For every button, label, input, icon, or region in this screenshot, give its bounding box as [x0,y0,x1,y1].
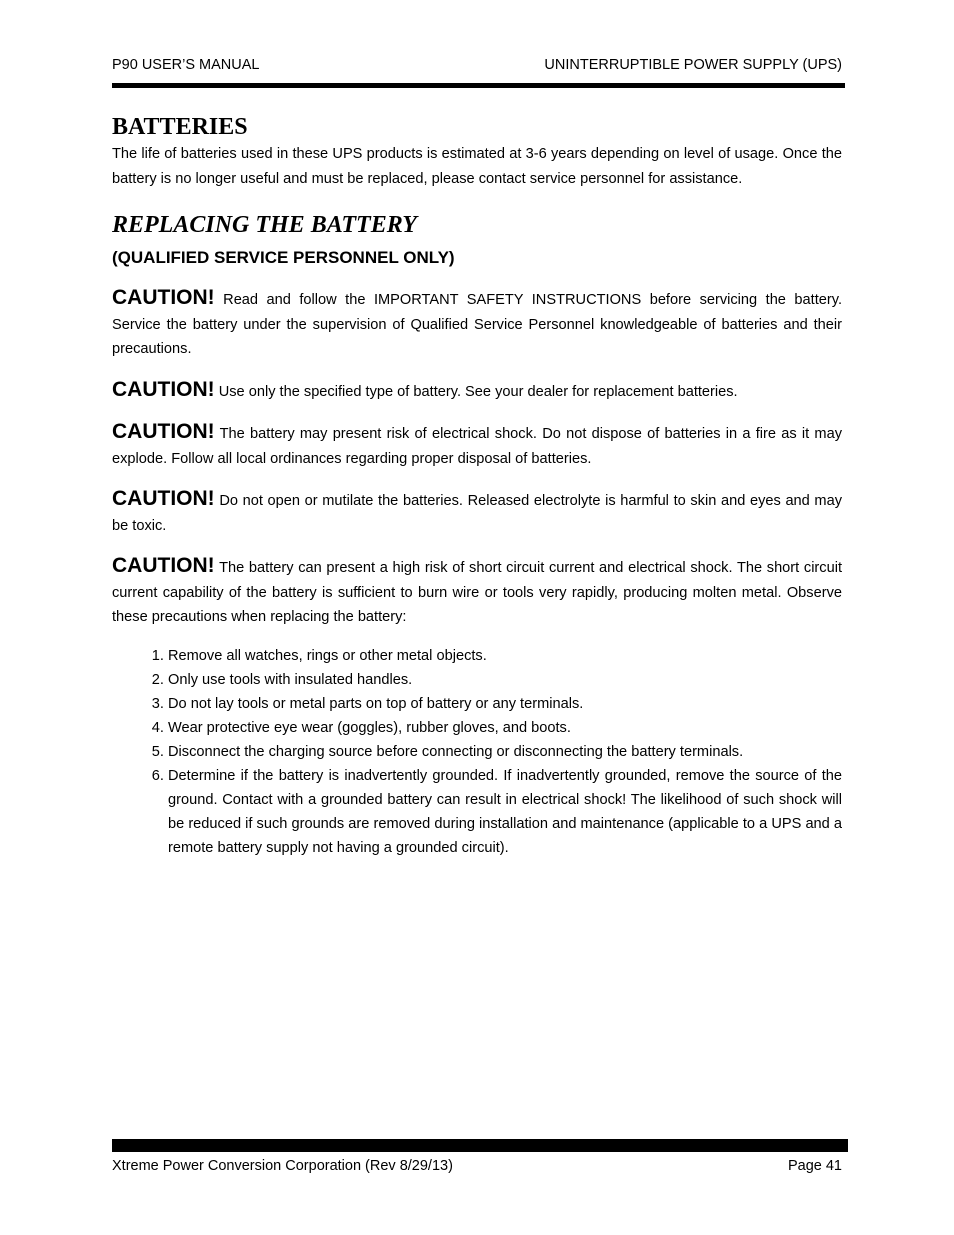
caution-paragraph [112,378,842,405]
caution-text: Read and follow the IMPORTANT SAFETY INSTRUCTIONS before servicing the battery. Service the battery under the supervision of Qualified Service Personnel knowledgeable of batteries and their precautions. [112,292,843,357]
list-item: 2. Only use tools with insulated handles. [168,668,842,692]
header-rule [112,83,845,88]
caution-text: Use only the specified type of battery. See your dealer for replacement batteries. [218,383,738,400]
caution-label: CAUTION! [112,487,215,510]
header-section-title: UNINTERRUPTIBLE POWER SUPPLY (UPS) [544,57,842,73]
caution-label: CAUTION! [112,420,215,443]
caution-paragraph [112,487,842,538]
replacing-subheading: (QUALIFIED SERVICE PERSONNEL ONLY) [112,248,455,267]
list-item: 4. Wear protective eye wear (goggles), rubber gloves, and boots. [168,716,842,740]
caution-text: The battery can present a high risk of short circuit current and electrical shock. The short circuit current capability of the battery is sufficient to burn wire or tools very rapidly, producing molten metal. Observe these precautions when replacing the battery: [112,560,843,625]
caution-paragraph [112,554,842,630]
footer-rule [112,1139,848,1152]
list-item: 6. Determine if the battery is inadvertently grounded. If inadvertently grounded, remove the source of the ground. Contact with a grounded battery can result in electrical shock! The likelihood of such shock will be reduced if such grounds are removed during installation and maintenance (applicable to a UPS and a remote battery supply not having a grounded circuit). [168,764,842,860]
header-manual-title: P90 USER’S MANUAL [112,57,260,73]
batteries-body: The life of batteries used in these UPS products is estimated at 3-6 years depending on level of usage. Once the battery is no longer useful and must be replaced, please contact service personnel for assistance. [112,146,842,187]
caution-paragraph [112,420,842,471]
batteries-heading: BATTERIES [112,114,248,140]
caution-text: Do not open or mutilate the batteries. Released electrolyte is harmful to skin and eyes and may be toxic. [112,493,843,534]
replacing-heading: REPLACING THE BATTERY [112,212,417,238]
list-item: 1. Remove all watches, rings or other metal objects. [168,644,842,668]
caution-text: The battery may present risk of electrical shock. Do not dispose of batteries in a fire as it may explode. Follow all local ordinances regarding proper disposal of batteries. [112,426,842,467]
caution-label: CAUTION! [112,554,215,577]
caution-label: CAUTION! [112,286,215,309]
list-item: 3. Do not lay tools or metal parts on top of battery or any terminals. [168,692,842,716]
list-item: 5. Disconnect the charging source before connecting or disconnecting the battery terminals. [168,740,842,764]
footer-company: Xtreme Power Conversion Corporation (Rev 8/29/13) [112,1158,453,1174]
caution-paragraph [112,286,842,362]
caution-label: CAUTION! [112,377,215,401]
page-content [112,112,842,860]
precautions-list [112,644,842,860]
page-number: Page 41 [787,1158,842,1174]
